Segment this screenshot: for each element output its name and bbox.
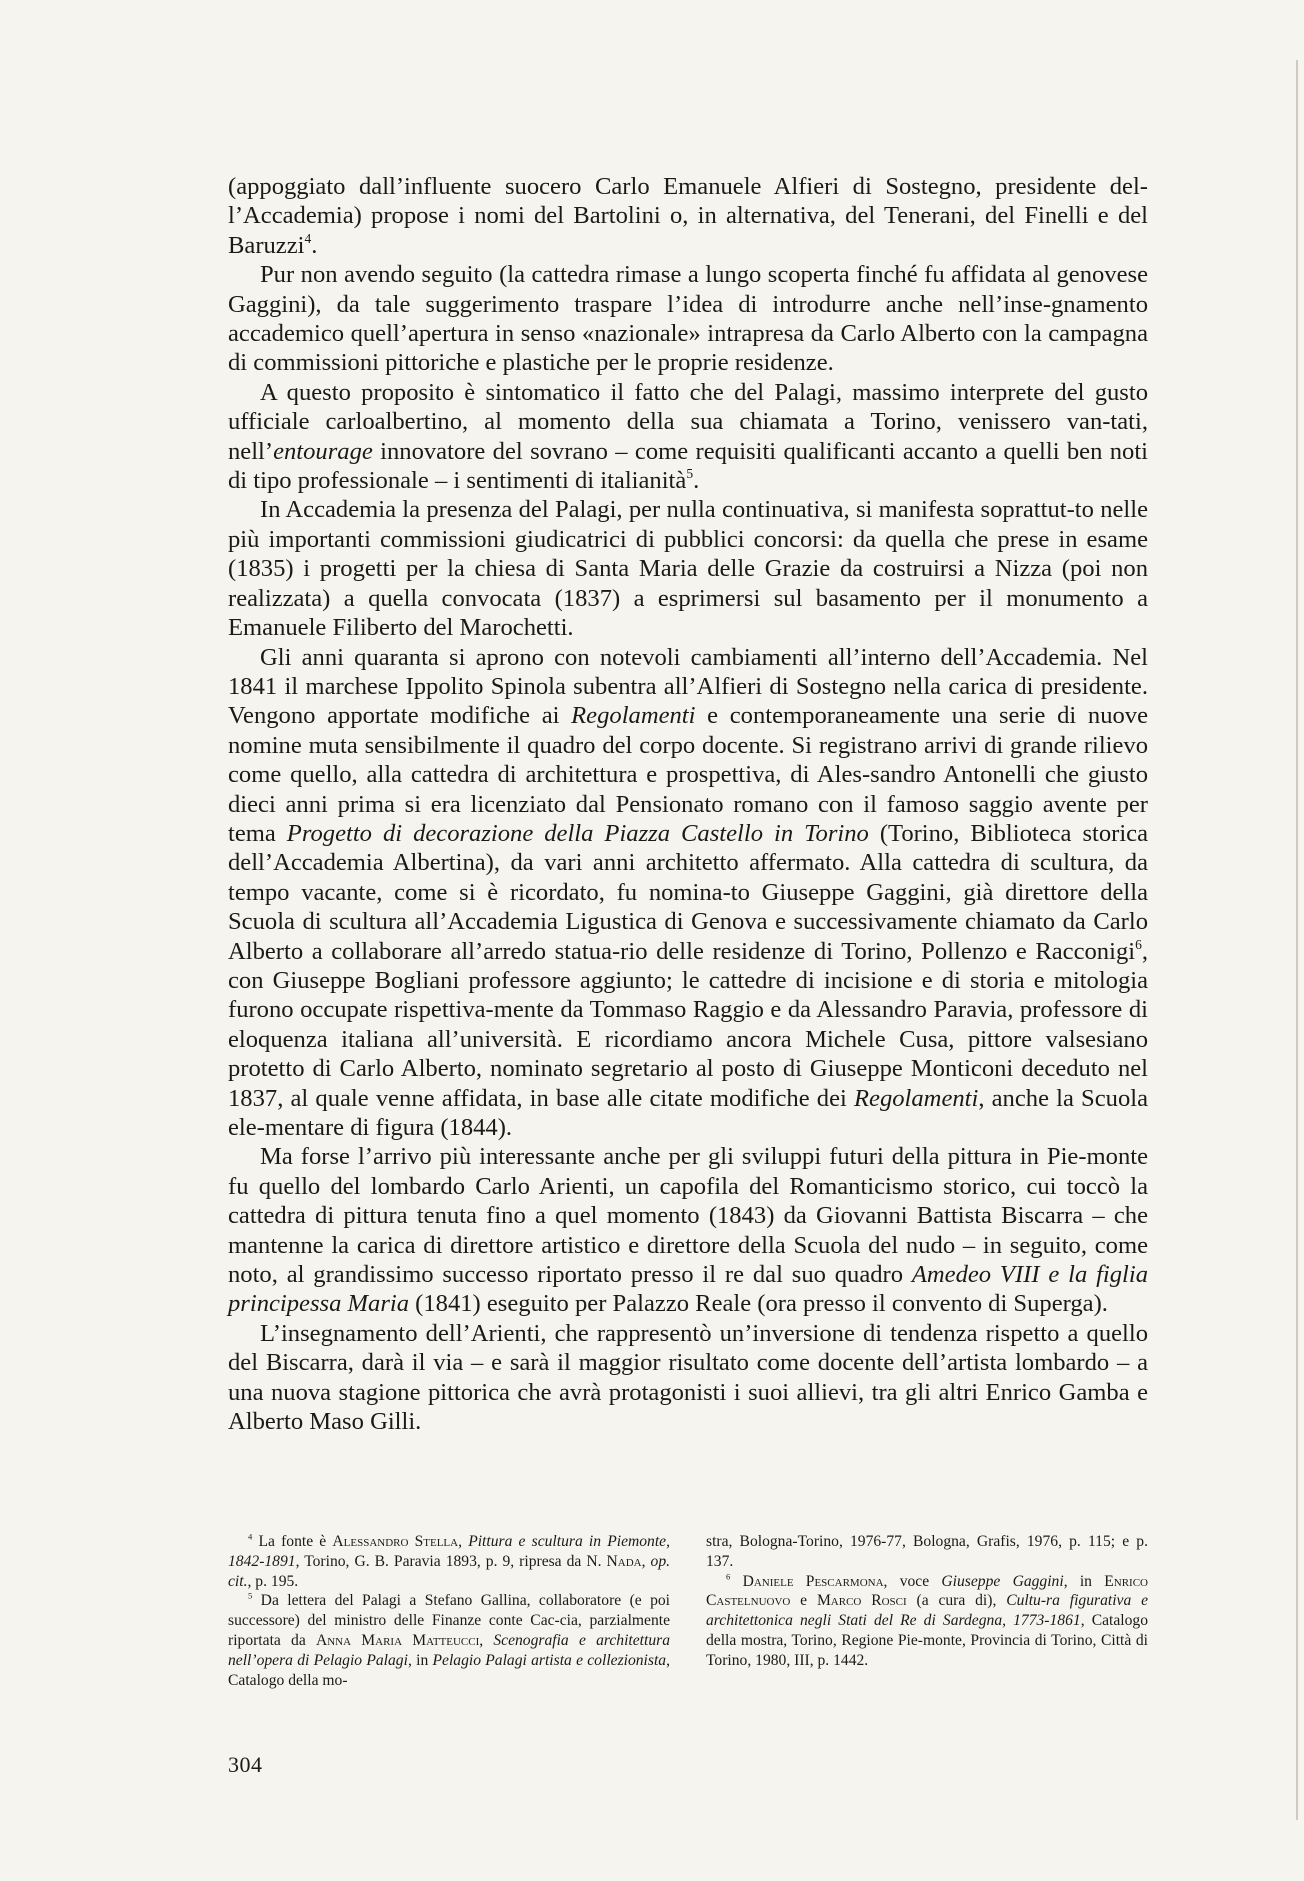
paragraph-4: In Accademia la presenza del Palagi, per nulla continuativa, si manifesta soprattut-to nelle più importanti commissioni giudicatrici di pubblici concorsi: da quella che prese in esame (1835) i progetti per la chiesa di Santa Maria delle Grazie da costruirsi a Nizza (poi non realizzata) a quella convocata (1837) a esprimersi sul basamento per il monumento a Emanuele Filiberto del Marochetti. bbox=[228, 496, 1148, 642]
paragraph-5: Gli anni quaranta si aprono con notevoli cambiamenti all’interno dell’Accademia. Nel 1841 il marchese Ippolito Spinola subentra all’Alfieri di Sostegno nella carica di presidente. Vengono apportate modifiche ai Regolamenti e contemporaneamente una serie di nuove nomine muta sensibilmente il quadro del corpo docente. Si registrano arrivi di grande rilievo come quello, alla cattedra di architettura e prospettiva, di Ales-sandro Antonelli che giusto dieci anni prima si era licenziato dal Pensionato romano con il famoso saggio avente per tema Progetto di decorazione della Piazza Castello in Torino (Torino, Biblioteca storica dell’Accademia Albertina), da vari anni architetto affermato. Alla cattedra di scultura, da tempo vacante, come si è ricordato, fu nomina-to Giuseppe Gaggini, già direttore della Scuola di scultura all’Accademia Ligustica di Genova e successivamente chiamato da Carlo Alberto a collaborare all’arredo statua-rio delle residenze di Torino, Pollenzo e Racconigi$^6$, con Giuseppe Bogliani professore aggiunto; le cattedre di incisione e di storia e mitologia furono occupate rispettiva-mente da Tommaso Raggio e da Alessandro Paravia, professore di eloquenza italiana all’università. E ricordiamo ancora Michele Cusa, pittore valsesiano protetto di Carlo Alberto, nominato segretario al posto di Giuseppe Monticoni deceduto nel 1837, al quale venne affidata, in base alle citate modifiche dei Regolamenti, anche la Scuola ele-mentare di figura (1844). bbox=[228, 643, 1148, 1141]
paragraph-1: (appoggiato dall’influente suocero Carlo Emanuele Alfieri di Sostegno, presidente del-l’Accademia) propose i nomi del Bartolini o, in alternativa, del Tenerani, del Finelli e del Baruzzi$^4$. bbox=[228, 173, 1148, 259]
page-number: 304 bbox=[228, 1752, 263, 1777]
footnote-ref-6: 6 bbox=[1135, 936, 1142, 952]
footnote-5-continued: stra, Bologna-Torino, 1976-77, Bologna, Grafis, 1976, p. 115; e p. 137. bbox=[706, 1533, 1148, 1570]
paragraph-7: L’insegnamento dell’Arienti, che rappresentò un’inversione di tendenza rispetto a quello del Biscarra, darà il via – e sarà il maggior risultato come docente dell’artista lombardo – a una nuova stagione pittorica che avrà protagonisti i suoi allievi, tra gli altri Enrico Gamba e Alberto Maso Gilli. bbox=[228, 1319, 1148, 1436]
footnote-4: $^4$ La fonte è Alessandro Stella, Pittura e scultura in Piemonte, 1842-1891, Torino, G. B. Paravia 1893, p. 9, ripresa da N. Nada, op. cit., p. 195. bbox=[228, 1531, 671, 1590]
footnote-ref-4: 4 bbox=[304, 230, 312, 246]
main-text bbox=[228, 172, 1148, 1436]
paragraph-6: Ma forse l’arrivo più interessante anche per gli sviluppi futuri della pittura in Pie-monte fu quello del lombardo Carlo Arienti, un capofila del Romanticismo storico, cui toccò la cattedra di pittura tenuta fino a quel momento (1843) da Giovanni Battista Biscarra – che mantenne la carica di direttore artistico e direttore della Scuola del nudo – in seguito, come noto, al grandissimo successo riportato presso il re dal suo quadro Amedeo VIII e la figlia principessa Maria (1841) eseguito per Palazzo Reale (ora presso il convento di Superga). bbox=[228, 1143, 1148, 1318]
paragraph-2: Pur non avendo seguito (la cattedra rimase a lungo scoperta finché fu affidata al genovese Gaggini), da tale suggerimento traspare l’idea di introdurre anche nell’inse-gnamento accademico quell’apertura in senso «nazionale» intrapresa da Carlo Alberto con la campagna di commissioni pittoriche e plastiche per le proprie residenze. bbox=[228, 261, 1148, 377]
footnote-ref-5: 5 bbox=[686, 465, 694, 481]
paragraph-3: A questo proposito è sintomatico il fatto che del Palagi, massimo interprete del gusto ufficiale carloalbertino, al momento della sua chiamata a Torino, venissero van-tati, nell’entourage innovatore del sovrano – come requisiti qualificanti accanto a quelli ben noti di tipo professionale – i sentimenti di italianità$^5$. bbox=[228, 378, 1148, 495]
page-edge-shadow bbox=[1296, 60, 1298, 1820]
footnotes-left-column bbox=[228, 1532, 670, 1690]
footnotes-right-column bbox=[706, 1532, 1148, 1690]
footnotes bbox=[228, 1532, 1148, 1690]
footnote-5: $^5$ Da lettera del Palagi a Stefano Gallina, collaboratore (e poi successore) del ministro delle Finanze conte Cac-cia, parzialmente riportata da Anna Maria Matteucci, Scenografia e architettura nell’opera di Pelagio Palagi, in Pelagio Palagi artista e collezionista, Catalogo della mo- bbox=[228, 1590, 670, 1689]
footnote-6: $^6$ Daniele Pescarmona, voce Giuseppe Gaggini, in Enrico Castelnuovo e Marco Rosci (a cura di), Cultu-ra figurativa e architettonica negli Stati del Re di Sardegna, 1773-1861, Catalogo della mostra, Torino, Regione Pie-monte, Provincia di Torino, Città di Torino, 1980, III, p. 1442. bbox=[706, 1571, 1149, 1669]
